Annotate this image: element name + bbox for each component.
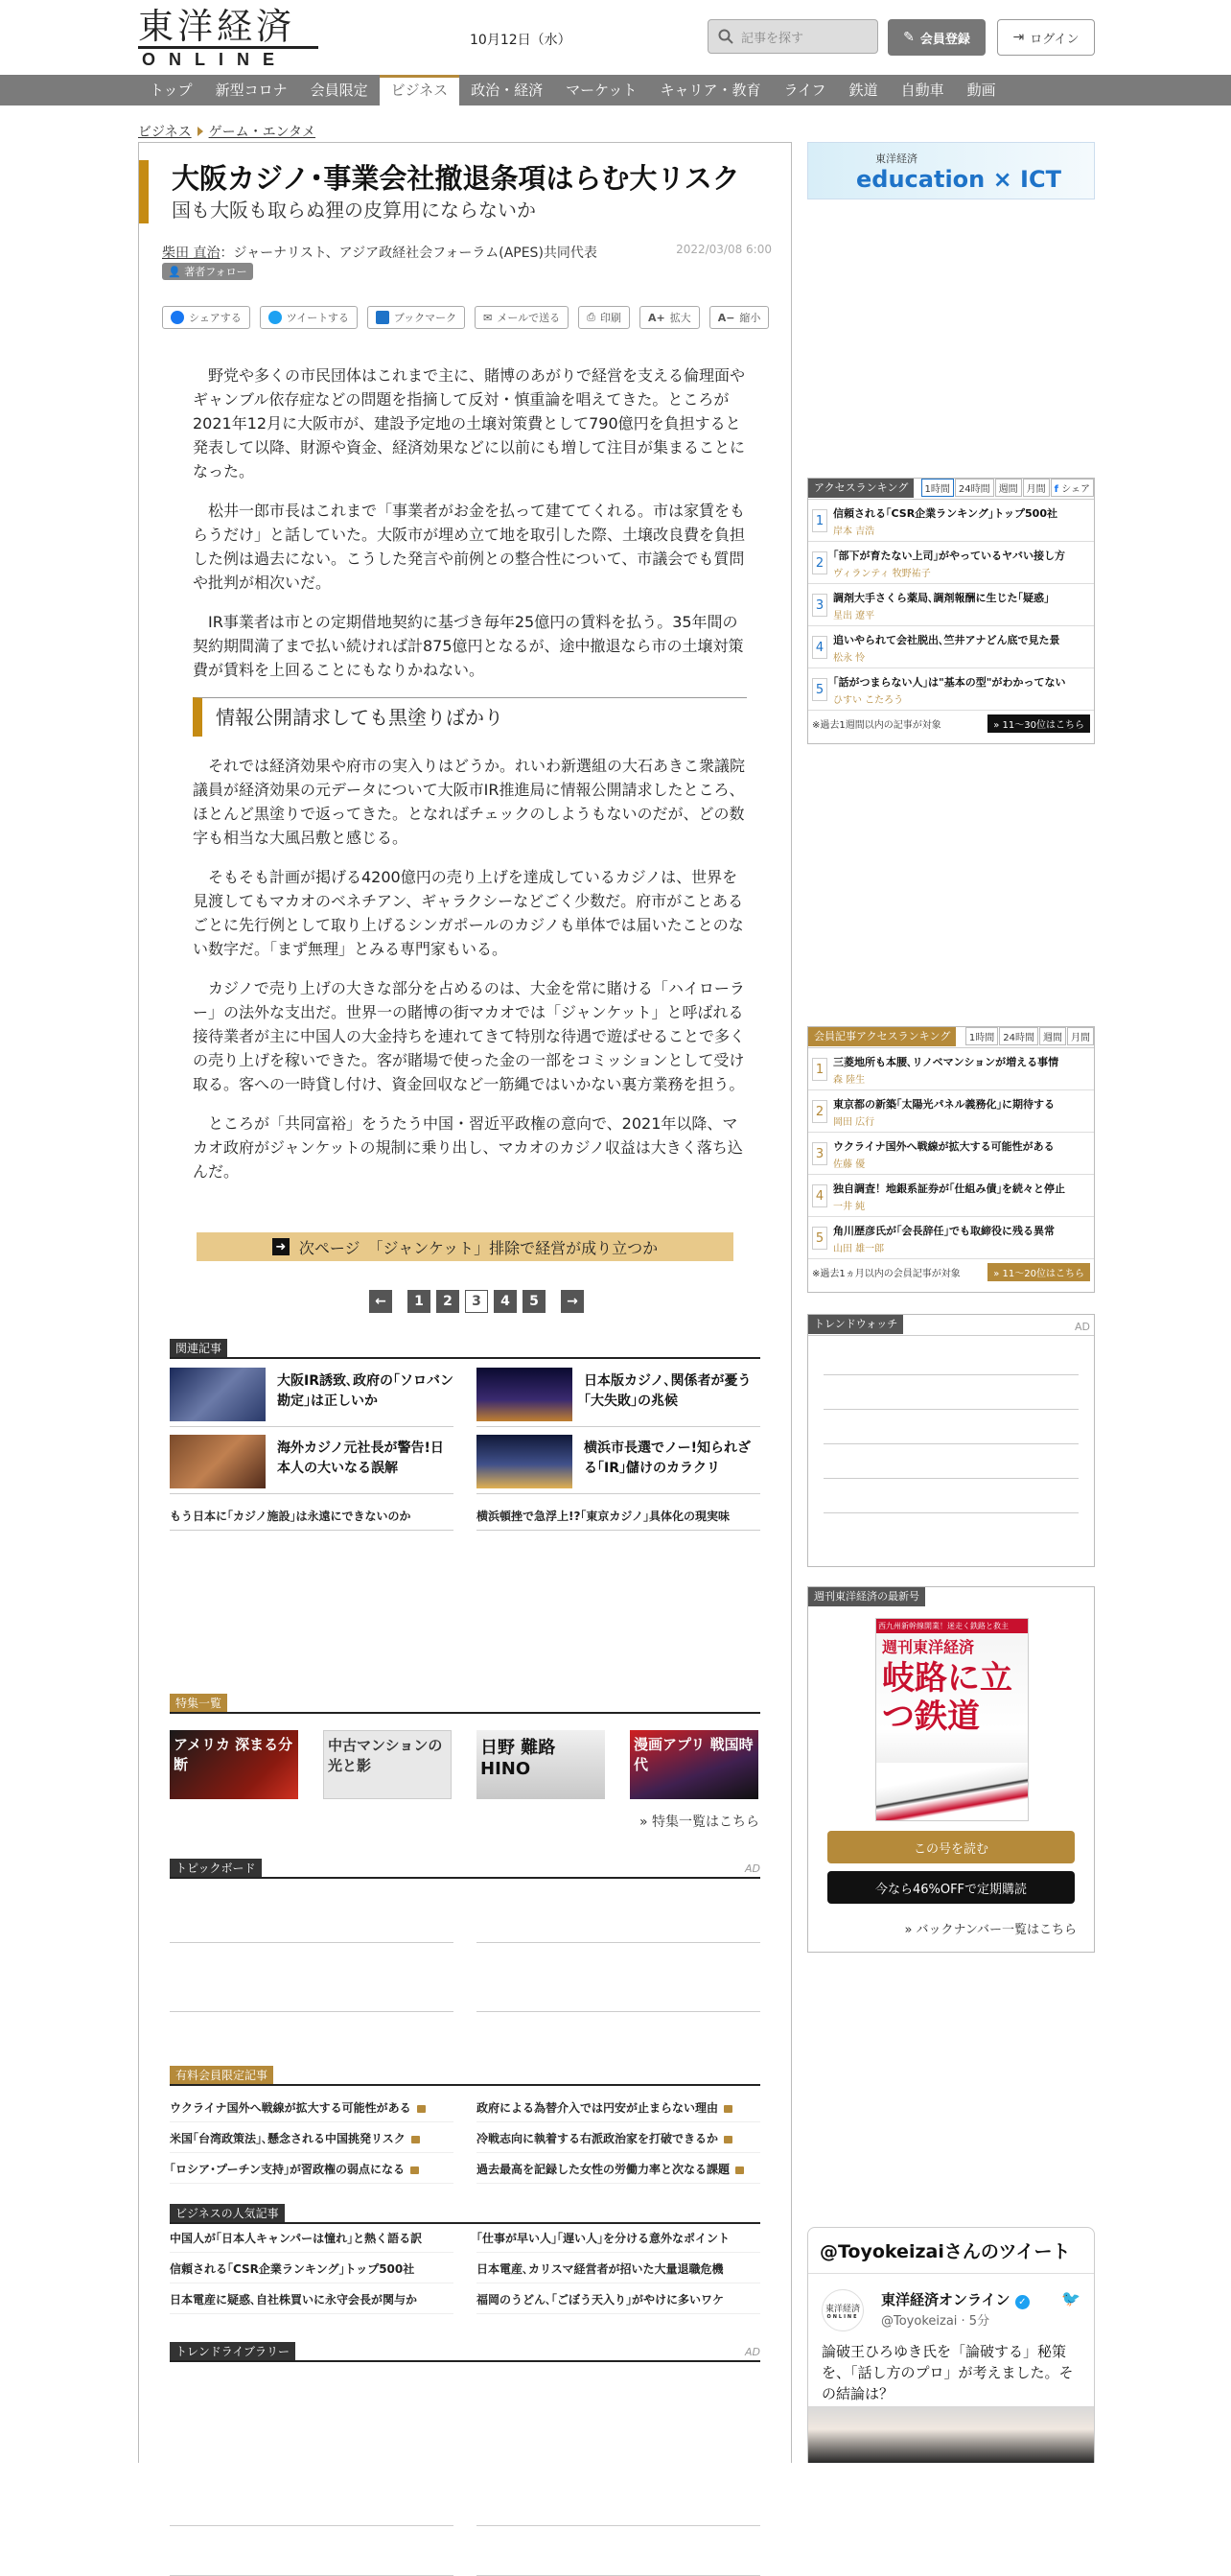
trend-library-heading-bar xyxy=(170,2341,760,2362)
ad-slot[interactable] xyxy=(476,1942,760,1943)
rank-number: 2 xyxy=(812,1100,827,1123)
ranking-item[interactable] xyxy=(808,626,1094,668)
tweet-image[interactable] xyxy=(808,2406,1095,2463)
register-button[interactable] xyxy=(888,19,986,56)
zoom-out-label: 縮小 xyxy=(739,312,761,324)
member-ranking-item[interactable] xyxy=(808,1090,1094,1133)
ranking-note: ※過去1週間以内の記事が対象 xyxy=(812,720,941,731)
next-page-label: 次ページ 「ジャンケット」排除で経営が成り立つか xyxy=(298,1238,659,1257)
search-placeholder: 記事を探す xyxy=(741,31,804,46)
ranking-author: 松永 怜 xyxy=(833,653,866,664)
tab-1hour[interactable]: 1時間 xyxy=(965,1027,998,1045)
twitter-widget-title: @Toyokeizaiさんのツイート xyxy=(808,2228,1094,2274)
ranking-author: ヴィランティ 牧野祐子 xyxy=(833,569,931,579)
article-subtitle: 国も大阪も取らぬ狸の皮算用にならないか xyxy=(172,199,536,222)
rank-number: 1 xyxy=(812,509,827,532)
twitter-icon xyxy=(268,311,282,324)
rank-number: 2 xyxy=(812,551,827,574)
current-date: 10月12日（水） xyxy=(470,33,571,48)
hatena-icon xyxy=(376,311,389,324)
tweet-button[interactable] xyxy=(260,306,358,329)
related-title: 海外カジノ元社長が警告!日本人の大いなる誤解 xyxy=(277,1440,444,1476)
follow-label: 著者フォロー xyxy=(184,266,247,278)
author-description: ：ジャーナリスト、アジア政経社会フォーラム(APES)共同代表 xyxy=(220,246,597,261)
premium-heading: 有料会員限定記事 xyxy=(170,2066,273,2084)
ad-slot[interactable] xyxy=(476,2011,760,2012)
premium-item[interactable] xyxy=(476,2094,760,2122)
email-label: メールで送る xyxy=(497,312,561,324)
popular-item[interactable]: 福岡のうどん､｢ごぼう天入り｣がやけに多いワケ xyxy=(476,2285,760,2314)
article-body xyxy=(193,363,747,1199)
paragraph: ところが「共同富裕」をうたう中国・習近平政権の意向で、2021年以降、マカオ政府がジャンケットの規制に乗り出し、マカオのカジノ収益は大きく落ち込んだ。 xyxy=(193,1114,743,1181)
breadcrumb-game[interactable]: ゲーム・エンタメ xyxy=(208,125,316,140)
ranking-title-text: 追いやられて会社脱出､竺井アナどん底で見た景 xyxy=(833,634,1060,646)
magazine-header xyxy=(808,1587,1094,1608)
ranking-title-text: 三菱地所も本腰､リノベマンションが増える事情 xyxy=(833,1056,1059,1068)
ranking-item[interactable] xyxy=(808,542,1094,584)
twitter-widget xyxy=(807,2227,1095,2463)
breadcrumb-business[interactable]: ビジネス xyxy=(138,125,192,140)
printer-icon: ⎙ xyxy=(587,311,595,323)
topic-board-heading-bar xyxy=(170,1858,760,1879)
rank-number: 3 xyxy=(812,594,827,617)
ranking-author: 森 陸生 xyxy=(833,1075,866,1086)
zoom-in-label: 拡大 xyxy=(669,312,691,324)
search-icon xyxy=(718,29,733,44)
tab-share-label: シェア xyxy=(1061,484,1090,495)
next-page-button[interactable] xyxy=(197,1232,733,1261)
lock-icon xyxy=(411,2136,420,2143)
breadcrumb-arrow-icon xyxy=(197,127,203,136)
rank-number: 4 xyxy=(812,1184,827,1207)
read-issue-button[interactable]: この号を読む xyxy=(827,1831,1075,1863)
tweet-label: ツイートする xyxy=(286,312,349,324)
member-ranking-item[interactable] xyxy=(808,1133,1094,1175)
ad-slot[interactable] xyxy=(807,215,1095,457)
related-title: 日本版カジノ､関係者が憂う｢大失敗｣の兆候 xyxy=(584,1373,752,1409)
tab-weekly[interactable]: 週間 xyxy=(995,479,1022,497)
article-header xyxy=(139,160,791,223)
tab-24hours[interactable]: 24時間 xyxy=(955,479,994,497)
tab-share[interactable] xyxy=(1051,479,1094,497)
page-5[interactable]: 5 xyxy=(523,1290,546,1313)
edit-icon: ✎ xyxy=(903,30,915,45)
ranking-item[interactable] xyxy=(808,668,1094,711)
paragraph: IR事業者は市との定期借地契約に基づき毎年25億円の賃料を払う。35年間の契約期間満了まで払い続ければ計875億円となるが、途中撤退なら市の土壌対策費が賃料を上回ることにもなりかねない。 xyxy=(193,613,744,679)
related-item[interactable] xyxy=(170,1368,453,1427)
tab-monthly[interactable]: 月間 xyxy=(1023,479,1050,497)
premium-item[interactable] xyxy=(476,2124,760,2153)
back-number-label: バックナンバー一覧はこちら xyxy=(916,1923,1077,1937)
feature-thumbnails xyxy=(170,1730,758,1799)
article-title: 大阪カジノ･事業会社撤退条項はらむ大リスク xyxy=(172,162,740,195)
breadcrumb xyxy=(138,122,315,141)
site-logo[interactable] xyxy=(138,8,318,70)
ranking-title-text: 東京都の新築｢太陽光パネル義務化｣に期待する xyxy=(833,1098,1055,1111)
tweet-handle: @Toyokeizai · 5分 xyxy=(881,2314,990,2329)
tab-24hours[interactable]: 24時間 xyxy=(999,1027,1038,1045)
bookmark-label: ブックマーク xyxy=(393,312,457,324)
double-chevron-icon: » xyxy=(639,1815,648,1830)
lock-icon xyxy=(724,2105,732,2113)
related-thumbnail xyxy=(170,1435,266,1488)
twitter-bird-icon[interactable]: 🐦 xyxy=(1061,2289,1080,2307)
related-heading-bar xyxy=(170,1338,760,1359)
nav-item-career[interactable]: キャリア・教育 xyxy=(660,82,761,99)
related-item[interactable] xyxy=(170,1435,453,1494)
member-ranking-more-button[interactable]: » 11～20位はこちら xyxy=(987,1263,1090,1281)
popular-heading-bar xyxy=(170,2203,760,2224)
login-button[interactable] xyxy=(997,19,1095,56)
trend-watch-header xyxy=(808,1315,1094,1336)
related-text-link[interactable]: 横浜頓挫で急浮上!?｢東京カジノ｣具体化の現実味 xyxy=(476,1502,760,1531)
ranking-title-text: 角川歴彦氏が｢会長辞任｣でも取締役に残る異常 xyxy=(833,1225,1055,1237)
rank-number: 5 xyxy=(812,678,827,701)
nav-item-top[interactable]: トップ xyxy=(150,82,193,99)
paragraph: 松井一郎市長はこれまで「事業者がお金を払って建ててくれる。市は家賃をもらうだけ」と話していた。大阪市が埋め立て地を取引した際、土壌改良費を負担した例は過去にない。こうした発言や前例との整合性について、市議会でも質問や批判が相次いだ。 xyxy=(193,502,746,592)
ad-slot[interactable] xyxy=(170,2011,453,2012)
magazine-title: 週刊東洋経済の最新号 xyxy=(808,1587,925,1606)
nav-item-video[interactable]: 動画 xyxy=(966,82,996,99)
ad-slot[interactable] xyxy=(807,1966,1095,2208)
trend-watch xyxy=(807,1314,1095,1567)
rank-number: 3 xyxy=(812,1142,827,1165)
popular-item[interactable]: 日本電産､カリスマ経営者が招いた大量退職危機 xyxy=(476,2255,760,2283)
premium-item[interactable] xyxy=(476,2155,760,2184)
ranking-author: 岸本 吉浩 xyxy=(833,527,875,537)
pagination xyxy=(360,1290,593,1313)
account-name: 東洋経済オンライン xyxy=(881,2291,1010,2308)
trend-line[interactable] xyxy=(824,1512,1079,1513)
font-minus-icon: A− xyxy=(717,311,735,324)
ad-slot[interactable] xyxy=(807,767,1095,1009)
avatar-logo-subtext: ONLINE xyxy=(826,2313,859,2320)
member-ranking-item[interactable] xyxy=(808,1175,1094,1217)
zoom-out-button[interactable] xyxy=(709,306,770,329)
publish-date: 2022/03/08 6:00 xyxy=(676,243,772,256)
tab-monthly[interactable]: 月間 xyxy=(1067,1027,1094,1045)
ranking-author: 星出 遼平 xyxy=(833,611,875,621)
cover-title: 岐路に立つ鉄道 xyxy=(882,1659,1012,1736)
related-thumbnail xyxy=(170,1368,266,1421)
nav-item-politics[interactable]: 政治・経済 xyxy=(471,82,544,99)
ranking-author: ひすい こたろう xyxy=(833,695,904,706)
lock-icon xyxy=(724,2136,732,2143)
related-heading: 関連記事 xyxy=(170,1339,227,1357)
trend-line[interactable] xyxy=(824,1409,1079,1410)
bookmark-button[interactable] xyxy=(367,306,465,329)
ad-label: AD xyxy=(1075,1321,1090,1333)
features-heading-bar xyxy=(170,1693,760,1714)
nav-item-railway[interactable]: 鉄道 xyxy=(848,82,878,99)
share-bar xyxy=(162,306,769,329)
premium-heading-bar xyxy=(170,2065,760,2086)
paragraph: それでは経済効果や府市の実入りはどうか。れいわ新選組の大石あきこ衆議院議員が経済効果の元データについて大阪市IR推進局に情報公開請求したところ、ほとんど黒塗りで返ってきた。となればチェックのしようもないのだが、どの数字も相当な大風呂敷と感じる。 xyxy=(193,757,746,847)
person-plus-icon: 👤 xyxy=(168,266,181,278)
ad-slot[interactable] xyxy=(476,2525,760,2526)
popular-item[interactable]: ｢仕事が早い人｣｢遅い人｣を分ける意外なポイント xyxy=(476,2224,760,2253)
related-thumbnail xyxy=(476,1435,572,1488)
font-plus-icon: A+ xyxy=(647,311,665,324)
paragraph: そもそも計画が掲げる4200億円の売り上げを達成しているカジノは、世界を見渡してもマカオのベネチアン、ギャラクシーなどごく少数だ。府市がことあるごとに先行例として取り上げるシンガポールのカジノも単体では届いたことのない数字だ。「まず無理」とみる専門家もいる。 xyxy=(193,868,744,958)
ad-label: AD xyxy=(745,1862,760,1875)
feature-card[interactable]: アメリカ 深まる分断 xyxy=(170,1730,298,1799)
ad-label: AD xyxy=(745,2346,760,2358)
main-nav xyxy=(0,75,1231,105)
rank-number: 1 xyxy=(812,1058,827,1081)
zoom-in-button[interactable] xyxy=(639,306,700,329)
topic-board-heading: トピックボード xyxy=(170,1859,262,1877)
prev-page-icon[interactable]: ← xyxy=(369,1290,392,1313)
rank-number: 5 xyxy=(812,1227,827,1250)
member-ranking-footer xyxy=(808,1259,1094,1284)
cover-top-text: 西九州新幹線開業！迷走く鉄路と救主 xyxy=(876,1619,1028,1633)
education-ict-banner[interactable] xyxy=(807,142,1095,199)
ranking-title-text: 信頼される｢CSR企業ランキング｣トップ500社 xyxy=(833,507,1057,520)
site-header xyxy=(0,0,1231,75)
premium-title: ウクライナ国外へ戦線が拡大する可能性がある xyxy=(170,2101,411,2115)
banner-title: education × ICT xyxy=(856,166,1061,193)
ranking-title-text: 独自調査！地銀系証券が｢仕組み債｣を続々と停止 xyxy=(833,1183,1065,1195)
member-ranking-header xyxy=(808,1027,1094,1048)
access-ranking xyxy=(807,478,1095,744)
cover-brand: 週刊東洋経済 xyxy=(882,1638,975,1656)
tweet-text: 論破王ひろゆき氏を「論破する」秘策を、「話し方のプロ」が考えました。その結論は？ xyxy=(822,2343,1074,2402)
author-follow-button[interactable] xyxy=(162,263,253,280)
ranking-author: 佐藤 優 xyxy=(833,1159,866,1170)
premium-title: 冷戦志向に執着する右派政治家を打破できるか xyxy=(476,2132,719,2145)
features-more-label: 特集一覧はこちら xyxy=(652,1815,760,1830)
ranking-author: 山田 雄一郎 xyxy=(833,1244,885,1254)
email-button[interactable] xyxy=(475,306,569,329)
ranking-title-text: ｢部下が育たない上司｣がやっているヤバい接し方 xyxy=(833,550,1065,562)
related-title: 大阪IR誘致､政府の｢ソロバン勘定｣は正しいか xyxy=(277,1373,453,1409)
premium-item[interactable] xyxy=(170,2155,453,2184)
print-button[interactable] xyxy=(578,306,630,329)
logo-subtext: ONLINE xyxy=(138,46,318,70)
related-text-link[interactable]: もう日本に｢カジノ施設｣は永遠にできないのか xyxy=(170,1502,453,1531)
section-heading: 情報公開請求しても黒塗りばかり xyxy=(193,697,747,737)
lock-icon xyxy=(417,2105,426,2113)
lock-icon xyxy=(410,2166,419,2174)
feature-card[interactable]: 漫画アプリ 戦国時代 xyxy=(630,1730,758,1799)
trend-line[interactable] xyxy=(824,1478,1079,1479)
ranking-author: 一井 純 xyxy=(833,1202,866,1212)
features-more-link[interactable] xyxy=(639,1812,759,1831)
print-label: 印刷 xyxy=(599,312,621,324)
subscribe-button[interactable]: 今なら46%OFFで定期購読 xyxy=(827,1871,1075,1904)
login-icon: ⇥ xyxy=(1012,30,1025,45)
tweet-avatar[interactable] xyxy=(822,2289,864,2331)
page-2[interactable]: 2 xyxy=(436,1290,459,1313)
tab-1hour[interactable]: 1時間 xyxy=(921,479,954,497)
ad-slot[interactable] xyxy=(170,2525,453,2526)
ranking-title-text: ウクライナ国外へ戦線が拡大する可能性がある xyxy=(833,1140,1055,1153)
ranking-header xyxy=(808,479,1094,500)
nav-item-business[interactable]: ビジネス xyxy=(380,75,460,105)
ranking-author: 岡田 広行 xyxy=(833,1117,875,1128)
login-label: ログイン xyxy=(1030,32,1080,47)
logo-text: 東洋経済 xyxy=(138,6,295,47)
arrow-right-icon: ➜ xyxy=(272,1238,290,1255)
member-ranking-title: 会員記事アクセスランキング xyxy=(808,1027,956,1046)
rank-number: 4 xyxy=(812,636,827,659)
popular-item[interactable]: 信頼される｢CSR企業ランキング｣トップ500社 xyxy=(170,2255,453,2283)
paragraph: 野党や多くの市民団体はこれまで主に、賭博のあがりで経営を支える倫理面やギャンブル依存症などの問題を指摘して反対・慎重論を唱えてきた。ところが2021年12月に大阪市が、建設予定地の土壌対策費として790億円を負担すると発表して以降、財源や資金、経済効果などに以前にも増して注目が集まることになった。 xyxy=(193,366,746,480)
magazine-cover[interactable] xyxy=(875,1618,1029,1821)
train-image xyxy=(876,1763,1029,1820)
member-ranking-tabs xyxy=(964,1027,1094,1045)
popular-item[interactable]: 日本電産に疑惑､自社株買いに永守会長が関与か xyxy=(170,2285,453,2314)
member-ranking-note: ※過去1ヵ月以内の会員記事が対象 xyxy=(812,1269,961,1279)
ranking-tabs xyxy=(920,479,1094,497)
next-page-icon[interactable]: → xyxy=(561,1290,584,1313)
ranking-title-text: 調剤大手さくら薬局､調剤報酬に生じた｢疑惑｣ xyxy=(833,592,1050,604)
lock-icon xyxy=(735,2166,744,2174)
ad-slot[interactable] xyxy=(170,1942,453,1943)
double-chevron-icon: » xyxy=(904,1923,913,1937)
magazine-box xyxy=(807,1586,1095,1953)
trend-line[interactable] xyxy=(824,1374,1079,1375)
nav-item-member[interactable]: 会員限定 xyxy=(310,82,368,99)
nav-item-market[interactable]: マーケット xyxy=(566,82,638,99)
facebook-share-label: シェアする xyxy=(189,312,242,324)
related-item[interactable] xyxy=(476,1435,760,1494)
premium-item[interactable] xyxy=(170,2124,453,2153)
page-1[interactable]: 1 xyxy=(407,1290,430,1313)
avatar-logo-text: 東洋経済 xyxy=(825,2304,860,2314)
article-column xyxy=(138,142,792,2463)
nav-item-life[interactable]: ライフ xyxy=(783,82,826,99)
page-4[interactable]: 4 xyxy=(494,1290,517,1313)
author-name[interactable]: 柴田 直治 xyxy=(162,246,221,261)
related-thumbnail xyxy=(476,1368,572,1421)
tweet-account-name[interactable] xyxy=(881,2289,1030,2309)
tab-weekly[interactable]: 週間 xyxy=(1039,1027,1066,1045)
member-ranking xyxy=(807,1026,1095,1293)
page-3-current: 3 xyxy=(465,1290,488,1313)
facebook-icon: f xyxy=(1054,484,1058,495)
register-label: 会員登録 xyxy=(919,32,970,47)
premium-item[interactable] xyxy=(170,2094,453,2122)
nav-item-auto[interactable]: 自動車 xyxy=(900,82,944,99)
feature-card[interactable]: 日野 難路 HINO xyxy=(476,1730,605,1799)
related-item[interactable] xyxy=(476,1368,760,1427)
trend-line[interactable] xyxy=(824,1443,1079,1444)
ranking-title: アクセスランキング xyxy=(808,479,914,498)
premium-title: 過去最高を記録した女性の労働力率と次なる課題 xyxy=(476,2163,731,2176)
premium-title: 政府による為替介入では円安が止まらない理由 xyxy=(476,2101,719,2115)
member-ranking-item[interactable] xyxy=(808,1048,1094,1090)
nav-item-corona[interactable]: 新型コロナ xyxy=(215,82,288,99)
back-number-link[interactable] xyxy=(904,1919,1077,1937)
facebook-icon xyxy=(171,311,184,324)
facebook-share-button[interactable] xyxy=(162,306,250,329)
mail-icon: ✉ xyxy=(483,311,493,324)
paragraph: カジノで売り上げの大きな部分を占めるのは、大金を常に賭ける「ハイローラー」の法外な支出だ。世界一の賭博の街マカオでは「ジャンケット」と呼ばれる接待業者が主に中国人の大金持ちを連れてきて特別な待遇で遊ばせることで多くの売り上げを稼いできた。客が賭場で使った金の一部をコミッションとして受け取る。客への一時貸し付け、資金回収など一筋縄ではいかない裏方業務を担う。 xyxy=(193,979,746,1093)
related-title: 横浜市長選でノー!知られざる｢IR｣儲けのカラクリ xyxy=(584,1440,751,1476)
ranking-title-text: ｢話がつまらない人｣は"基本の型"がわかってない xyxy=(833,676,1066,689)
premium-title: ｢ロシア･プーチン支持｣が習政権の弱点になる xyxy=(170,2163,406,2176)
premium-title: 米国｢台湾政策法｣､懸念される中国挑発リスク xyxy=(170,2132,406,2145)
popular-item[interactable]: 中国人が｢日本人キャンパーは憧れ｣と熱く語る訳 xyxy=(170,2224,453,2253)
ranking-footer xyxy=(808,711,1094,736)
search-input[interactable] xyxy=(708,19,878,54)
banner-small-text: 東洋経済 xyxy=(875,152,917,165)
ranking-item[interactable] xyxy=(808,584,1094,626)
features-heading: 特集一覧 xyxy=(170,1694,227,1712)
popular-heading: ビジネスの人気記事 xyxy=(170,2204,285,2222)
author-line xyxy=(162,243,772,262)
trend-watch-title: トレンドウォッチ xyxy=(808,1315,903,1334)
member-ranking-item[interactable] xyxy=(808,1217,1094,1259)
ranking-item[interactable] xyxy=(808,500,1094,542)
feature-card[interactable]: 中古マンションの光と影 xyxy=(323,1730,452,1799)
trend-library-heading: トレンドライブラリー xyxy=(170,2342,295,2360)
verified-icon: ✓ xyxy=(1015,2295,1030,2309)
ranking-more-button[interactable]: » 11～30位はこちら xyxy=(987,714,1090,733)
